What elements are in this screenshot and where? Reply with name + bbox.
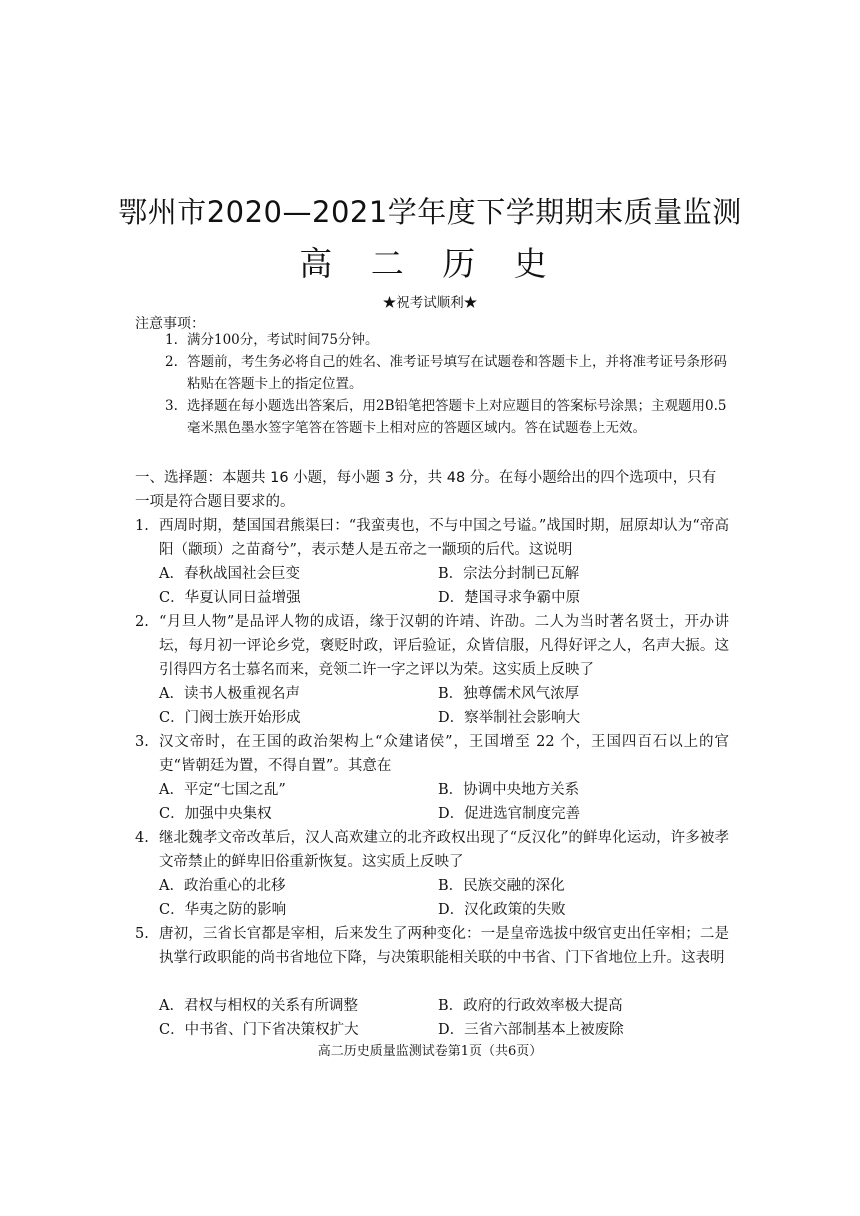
section-heading: 一、选择题：本题共 16 小题，每小题 3 分，共 48 分。在每小题给出的四个选项中，只有一项是符合题目要求的。 <box>135 470 717 510</box>
option-c: C．门阀士族开始形成 <box>159 710 301 726</box>
question-number: 2. <box>135 614 149 630</box>
question-stem: 汉文帝时，在王国的政治架构上“众建诸侯”，王国增至 22 个，王国四百石以上的官吏“皆朝廷为置，不得自置”。其意在 <box>159 734 729 774</box>
option-a: A．政治重心的北移 <box>159 878 286 894</box>
question-stem: 唐初，三省长官都是宰相，后来发生了两种变化：一是皇帝选拔中级官吏出任宰相；二是执掌行政职能的尚书省地位下降，与决策职能相关联的中书省、门下省地位上升。这表明 <box>159 926 729 966</box>
notice-number: 2. <box>165 354 178 370</box>
option-d: D．汉化政策的失败 <box>438 902 566 918</box>
option-a: A．平定“七国之乱” <box>159 782 286 798</box>
question <box>135 922 729 970</box>
option-b: B．独尊儒术风气浓厚 <box>438 686 580 702</box>
option-d: D．察举制社会影响大 <box>438 710 581 726</box>
question-stem: 西周时期，楚国国君熊渠曰：“我蛮夷也，不与中国之号谥。”战国时期，屈原却认为“帝高阳（颛顼）之苗裔兮”，表示楚人是五帝之一颛顼的后代。这说明 <box>159 518 729 558</box>
option-a: A．读书人极重视名声 <box>159 686 300 702</box>
option-b: B．协调中央地方关系 <box>438 782 580 798</box>
option-a: A．君权与相权的关系有所调整 <box>159 998 358 1014</box>
option-c: C．加强中央集权 <box>159 806 272 822</box>
notice-heading: 注意事项： <box>135 316 205 332</box>
question <box>135 826 729 874</box>
option-c: C．华夏认同日益增强 <box>159 590 301 606</box>
option-d: D．三省六部制基本上被废除 <box>438 1022 624 1038</box>
question <box>135 514 729 562</box>
option-d: D．楚国寻求争霸中原 <box>438 590 581 606</box>
question <box>135 610 729 682</box>
good-luck-line: ★祝考试顺利★ <box>382 295 478 311</box>
notice-number: 1. <box>165 332 178 348</box>
option-b: B．民族交融的深化 <box>438 878 565 894</box>
exam-title: 鄂州市2020—2021学年度下学期期末质量监测 <box>118 195 742 229</box>
notice-text: 选择题在每小题选出答案后，用2B铅笔把答题卡上对应题目的答案标号涂黑；主观题用0.5毫米黑色墨水签字笔答在答题卡上相对应的答题区域内。答在试题卷上无效。 <box>187 398 727 436</box>
question-number: 3. <box>135 734 149 750</box>
question-number: 5. <box>135 926 149 942</box>
option-a: A．春秋战国社会巨变 <box>159 566 300 582</box>
option-b: B．宗法分封制已瓦解 <box>438 566 580 582</box>
question-number: 4. <box>135 830 149 846</box>
option-d: D．促进选官制度完善 <box>438 806 581 822</box>
question <box>135 730 729 778</box>
notice-item <box>165 351 729 395</box>
question-stem: “月旦人物”是品评人物的成语，缘于汉朝的许靖、许劭。二人为当时著名贤士，开办讲坛，每月初一评论乡党，褒贬时政，评后验证，众皆信服，凡得好评之人，名声大振。这引得四方名士慕名而来，竞领二许一字之评以为荣。这实质上反映了 <box>159 614 729 678</box>
notice-text: 满分100分，考试时间75分钟。 <box>187 332 379 348</box>
notice-number: 3. <box>165 398 178 414</box>
subject-title: 高 二 历 史 <box>299 244 561 283</box>
option-c: C．中书省、门下省决策权扩大 <box>159 1022 359 1038</box>
notice-text: 答题前，考生务必将自己的姓名、准考证号填写在试题卷和答题卡上，并将准考证号条形码粘贴在答题卡上的指定位置。 <box>187 354 727 392</box>
question-stem: 继北魏孝文帝改革后，汉人高欢建立的北齐政权出现了“反汉化”的鲜卑化运动，许多被孝文帝禁止的鲜卑旧俗重新恢复。这实质上反映了 <box>159 830 729 870</box>
notice-item <box>165 329 729 351</box>
notice-item <box>165 395 729 439</box>
option-b: B．政府的行政效率极大提高 <box>438 998 623 1014</box>
question-number: 1. <box>135 518 149 534</box>
page-footer: 高二历史质量监测试卷第1页（共6页） <box>317 1044 543 1059</box>
option-c: C．华夷之防的影响 <box>159 902 287 918</box>
